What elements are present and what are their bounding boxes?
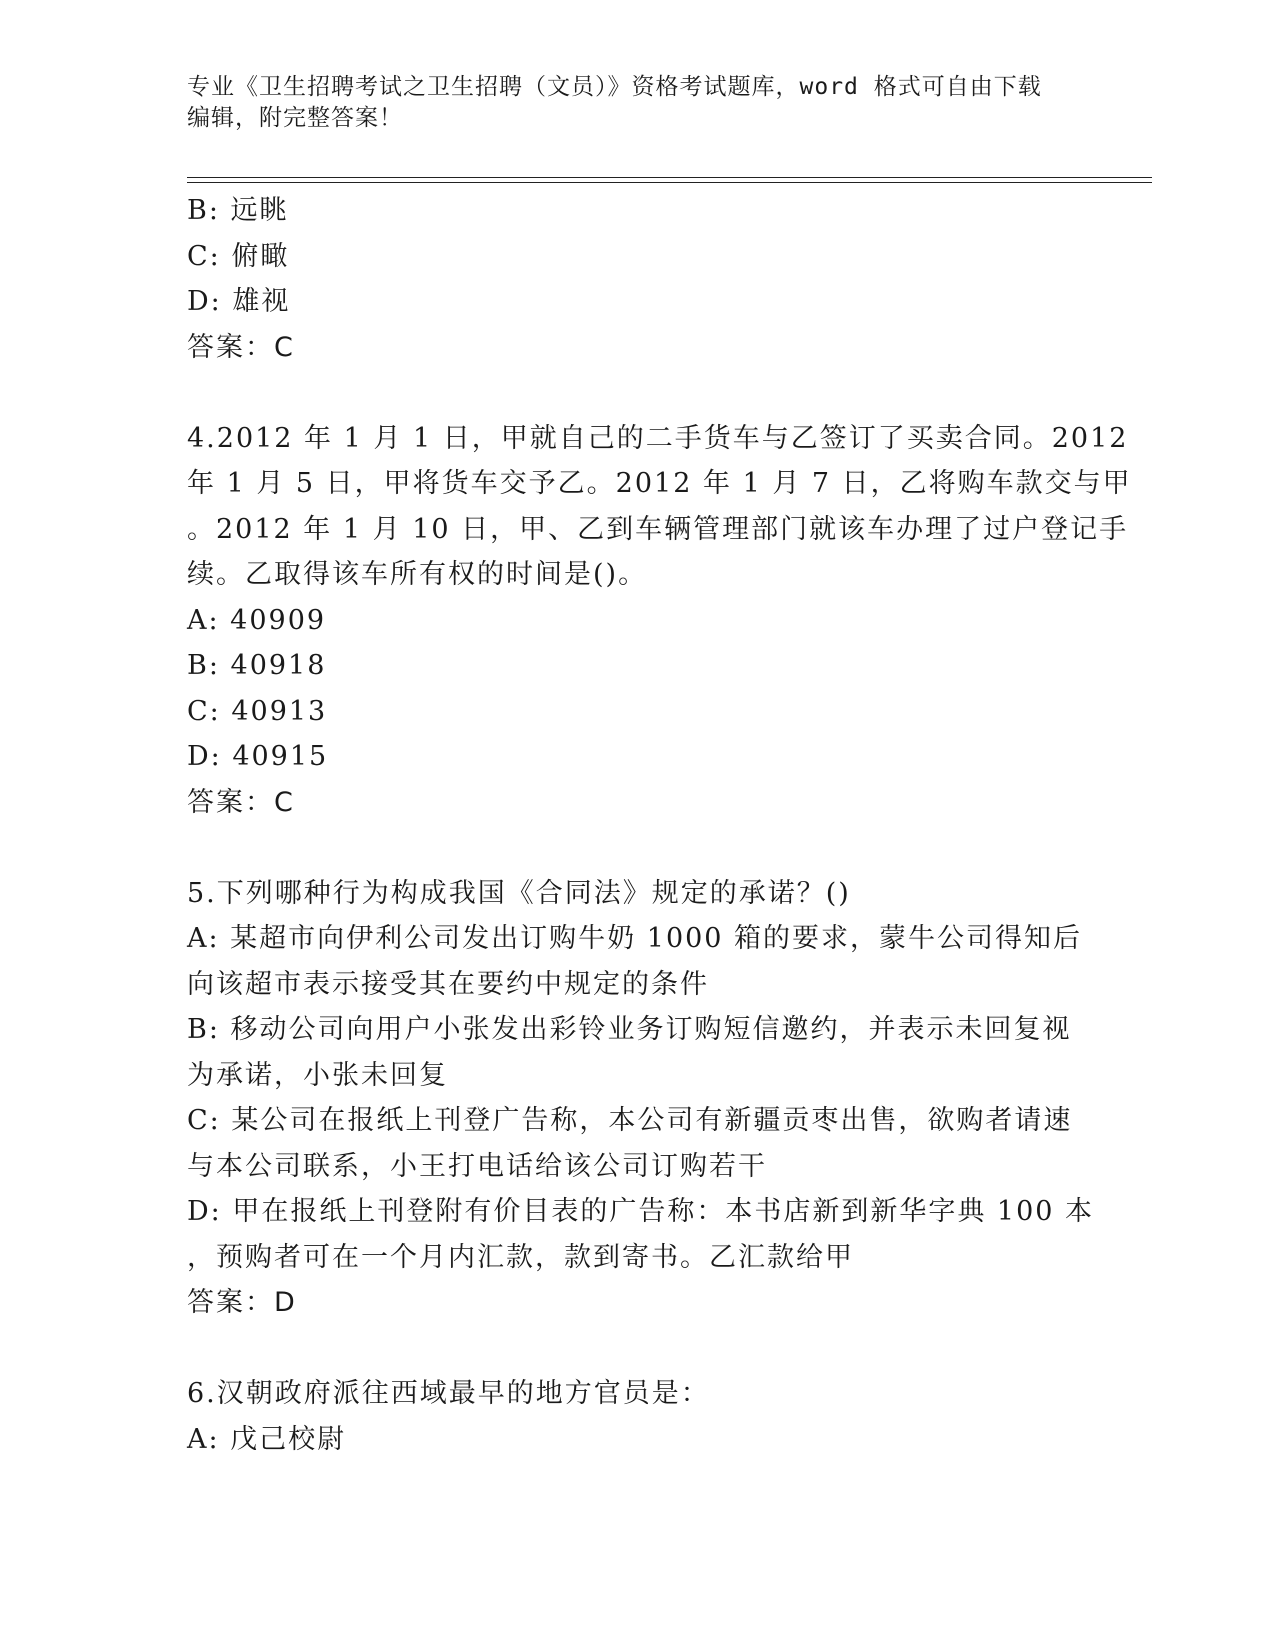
q5-option-c-line-2: 与本公司联系，小王打电话给该公司订购若干 [187,1150,767,1182]
question-content [187,188,1132,1462]
q4-stem-line-3: 。2012 年 1 月 10 日，甲、乙到车辆管理部门就该车办理了过户登记手 [187,513,1129,545]
q5-stem: 5.下列哪种行为构成我国《合同法》规定的承诺？() [187,877,851,909]
q5-option-a-line-2: 向该超市表示接受其在要约中规定的条件 [187,968,709,1000]
spacer [187,825,1087,871]
q4-option-d: D: 40915 [187,741,329,772]
q4-answer: 答案：C [187,786,295,818]
q3-option-b: B: 远眺 [187,195,289,226]
q5-option-b-line-2: 为承诺，小张未回复 [187,1059,448,1091]
q4-option-a: A: 40909 [187,604,327,636]
header-rule-top [187,177,1152,178]
q5-option-b-line-1: B: 移动公司向用户小张发出彩铃业务订购短信邀约，并表示未回复视 [187,1014,1072,1045]
q5-option-a-line-1: A: 某超市向伊利公司发出订购牛奶 1000 箱的要求，蒙牛公司得知后 [187,923,1083,954]
q3-answer: 答案：C [187,331,295,363]
q5-option-c-line-1: C: 某公司在报纸上刊登广告称，本公司有新疆贡枣出售，欲购者请速 [187,1105,1073,1136]
header-line-2: 编辑，附完整答案！ [187,105,403,131]
q4-stem-line-2: 年 1 月 5 日，甲将货车交予乙。2012 年 1 月 7 日，乙将购车款交与甲 [187,468,1132,499]
q5-answer: 答案：D [187,1287,297,1318]
q4-stem-line-1: 4.2012 年 1 月 1 日，甲就自己的二手货车与乙签订了买卖合同。2012 [187,422,1129,454]
spacer [187,370,1087,416]
q3-option-c: C: 俯瞰 [187,240,290,272]
document-header [187,72,1067,134]
q6-option-a: A: 戊己校尉 [187,1423,347,1455]
header-rule-bottom [187,182,1152,183]
q6-stem: 6.汉朝政府派往西域最早的地方官员是： [187,1378,710,1409]
q3-option-d: D: 雄视 [187,286,291,317]
q4-stem-line-4: 续。乙取得该车所有权的时间是()。 [187,559,648,590]
q4-option-b: B: 40918 [187,650,327,681]
q5-option-d-line-1: D: 甲在报纸上刊登附有价目表的广告称：本书店新到新华字典 100 本 [187,1196,1095,1227]
header-line-1: 专业《卫生招聘考试之卫生招聘（文员）》资格考试题库，word 格式可自由下载 [187,74,1042,100]
spacer [187,1326,1087,1372]
q4-option-c: C: 40913 [187,695,328,727]
q5-option-d-line-2: ，预购者可在一个月内汇款，款到寄书。乙汇款给甲 [187,1241,854,1273]
